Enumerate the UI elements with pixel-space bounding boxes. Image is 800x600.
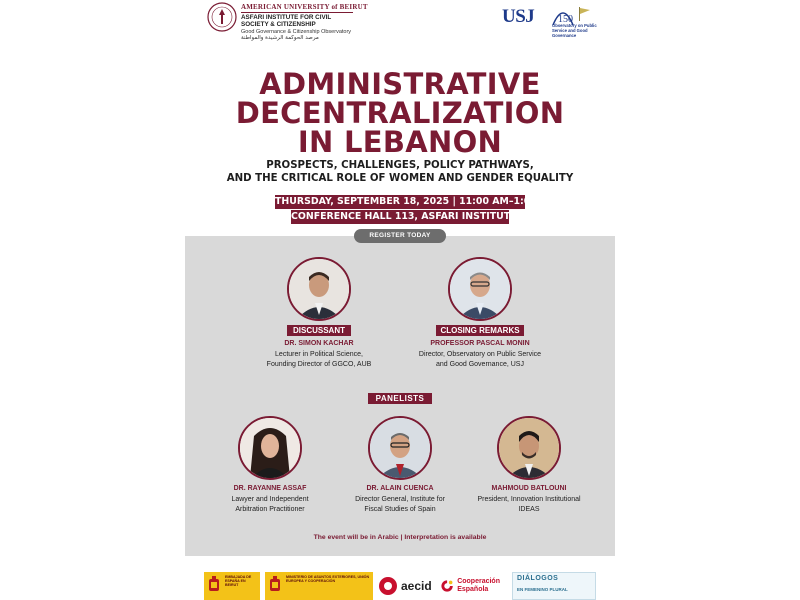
title-line-1: ADMINISTRATIVE <box>259 67 541 101</box>
aub-observatory-arabic: مرصد الحوكمة الرشيدة والمواطنة <box>241 34 319 41</box>
cooperacion-espanola-logo <box>440 572 500 600</box>
panelist-name: DR. RAYANNE ASSAF <box>233 485 307 492</box>
interpretation-note: The event will be in Arabic | Interpretation is available <box>313 534 487 541</box>
closing-speaker-photo <box>448 257 512 321</box>
title-line-2: DECENTRALIZATION <box>235 96 565 130</box>
aub-logo-text <box>241 3 368 41</box>
aub-name: AMERICAN UNIVERSITY of BEIRUT <box>241 3 368 11</box>
aecid-text: aecid <box>401 579 432 593</box>
panelist-desc <box>454 495 604 514</box>
person-icon <box>240 418 300 478</box>
observatory-flag-icon <box>578 6 592 22</box>
event-venue: CONFERENCE HALL 113, ASFARI INSTITUTE, AUB <box>291 211 546 222</box>
aub-seal-icon <box>207 2 237 32</box>
panelist-desc-line-2: Fiscal Studies of Spain <box>364 505 436 513</box>
panelist-name: DR. ALAIN CUENCA <box>366 485 434 492</box>
closing-desc-line-1: Director, Observatory on Public Service <box>418 351 542 358</box>
person-icon <box>289 259 349 319</box>
aecid-logo <box>378 572 433 600</box>
panelist-photo <box>497 416 561 480</box>
panelist-desc-line-2: IDEAS <box>518 505 540 513</box>
title-line-3: IN LEBANON <box>297 125 503 159</box>
person-icon <box>370 418 430 478</box>
closing-desc-line-2: and Good Governance, USJ <box>436 360 524 368</box>
svg-text:150: 150 <box>558 14 573 25</box>
usj-logo: USJ <box>502 6 535 27</box>
event-datetime: THURSDAY, SEPTEMBER 18, 2025 | 11:00 AM–1:00 PM <box>275 196 557 207</box>
closing-name: PROFESSOR PASCAL MONIN <box>430 340 530 347</box>
aub-institute: ASFARI INSTITUTE FOR CIVIL SOCIETY & CITIZENSHIP <box>241 14 332 29</box>
panelist-desc-line-2: Arbitration Practitioner <box>235 505 305 513</box>
closing-desc <box>400 350 560 369</box>
dialogos-subtitle: EN FEMENINO PLURAL <box>517 587 568 592</box>
aub-observatory: Good Governance & Citizenship Observatory <box>241 28 352 35</box>
closing-role: CLOSING REMARKS <box>436 325 524 336</box>
usj-observatory: Observatory on Public Service and Good Governance <box>552 23 597 39</box>
dialogos-logo <box>512 572 596 600</box>
subtitle-line-1: PROSPECTS, CHALLENGES, POLICY PATHWAYS, <box>266 160 534 171</box>
subtitle-line-2: AND THE CRITICAL ROLE OF WOMEN AND GENDER EQUALITY <box>226 173 574 184</box>
spain-ministry-logo <box>265 572 373 600</box>
discussant-desc-line-1: Lecturer in Political Science, <box>275 351 363 358</box>
register-button[interactable]: REGISTER TODAY <box>354 229 446 243</box>
aecid-icon <box>378 576 398 596</box>
spain-crest-icon <box>268 575 282 595</box>
panelist-desc <box>195 495 345 514</box>
panelist-desc-line-1: Lawyer and Independent <box>231 496 309 503</box>
discussant-role: DISCUSSANT <box>287 325 351 336</box>
panelist-desc-line-1: Director General, Institute for <box>355 496 445 503</box>
discussant-photo <box>287 257 351 321</box>
panelist-desc-line-1: President, Innovation Institutional <box>477 496 581 503</box>
discussant-desc <box>244 350 394 369</box>
person-icon <box>450 259 510 319</box>
cooperacion-line-2: Española <box>457 586 489 593</box>
panelist-desc <box>325 495 475 514</box>
discussant-name: DR. SIMON KACHAR <box>284 340 354 347</box>
cooperacion-line-1: Cooperación <box>457 578 500 585</box>
panelist-name: MAHMOUD BATLOUNI <box>491 485 567 492</box>
dialogos-title: DIÁLOGOS <box>517 575 559 582</box>
embassy-text: EMBAJADA DE ESPAÑA EN BEIRUT <box>225 575 252 588</box>
person-icon <box>499 418 559 478</box>
spain-crest-icon <box>207 575 221 595</box>
cooperacion-text <box>457 578 500 594</box>
panelist-photo <box>368 416 432 480</box>
discussant-desc-line-2: Founding Director of GGCO, AUB <box>266 360 372 368</box>
cooperacion-icon <box>440 576 454 596</box>
ministry-text: MINISTERIO DE ASUNTOS EXTERIORES, UNIÓN EUROPEA Y COOPERACIÓN <box>286 575 370 584</box>
spain-embassy-logo <box>204 572 260 600</box>
panelist-photo <box>238 416 302 480</box>
panelists-heading: PANELISTS <box>368 393 432 404</box>
